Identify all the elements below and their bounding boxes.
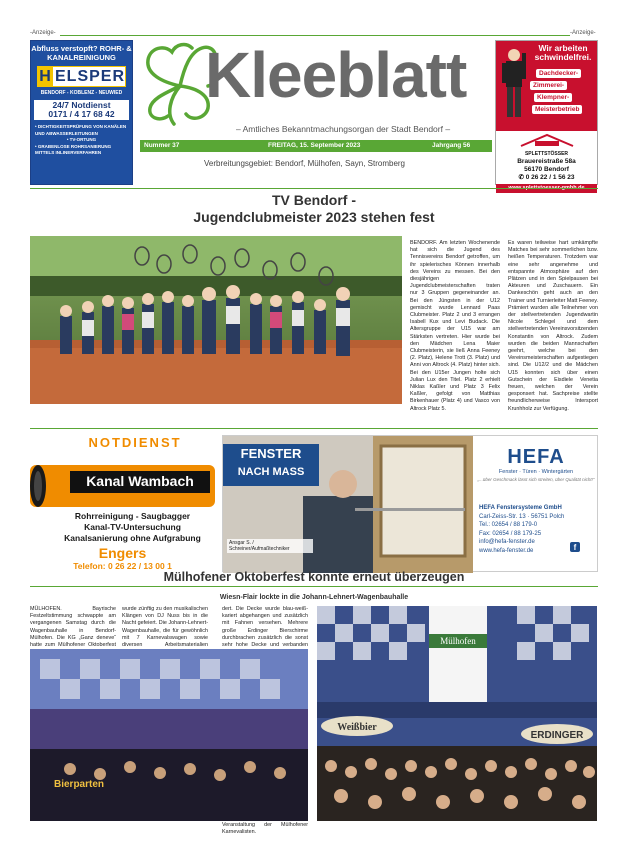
helsper-logo <box>37 66 126 87</box>
helsper-ad[interactable] <box>30 40 133 185</box>
article2-column3: dert. Die Decke wurde blau-weiß-kariert abgehangen und zusätzlich mit Fahnen versehen. Mehrere große Erdinger Bierschirme durchbrachen zusätzlich die sonst sehr hohe Decke und verbanden Veranstaltung der Mülhofener Karnevalisten. <box>222 606 308 836</box>
article1-photo <box>30 236 402 404</box>
bierparten-sign: Bierparten <box>54 779 105 790</box>
roof-logo-icon <box>517 133 577 147</box>
facebook-icon[interactable]: f <box>570 542 580 552</box>
wambach-name: Kanal Wambach <box>86 473 194 489</box>
wambach-notdienst: NOTDIENST <box>88 435 182 450</box>
article1-column1: BENDORF. Am letzten Wochenende hat sich die Jugend des Tennisvereins Bendorf getroffen, um ihr spielerisches Können innerhalb des Vereins zu messen. Bei den diesjährigen Jugendclubmeisterschaften traten nur 3 Gruppen gegeneinander an. Bei den Jüngsten in der U12 gemischt wurde Lennard Paas Clubmeister. Platz 2 und 3 errangen Isabell Kux und Levi Budack. Die Altersgruppe der U15 war am Stärksten vertreten. Hier wurde bei den Mädchen Lena Maier Clubmeisterin, sie ließ Anna Feeney (2. Platz), Helene Trott (3. Platz) und Anni von Altrock (4. Platz) hinter sich. Bei den U15er Jungen holte sich Julian Lux den Titel. Platz 2 erhielt Niklas Kaßler und Platz 3 Felix Kaßler, gefolgt von Matthias Birkenhauer (Platz 4) und Vasco von Altrock Platz 5. <box>410 240 500 412</box>
erdinger-sign: ERDINGER <box>530 730 584 741</box>
helsper-services <box>31 122 132 159</box>
helsper-headline: Abfluss verstopft? ROHR- & KANALREINIGUNG <box>31 44 132 62</box>
hefa-banner-line2: NACH MASS <box>237 466 305 478</box>
splettstoesser-pill: Meisterbetrieb <box>532 105 582 114</box>
hefa-banner-line1: FENSTER <box>240 446 302 461</box>
masthead-subtitle: – Amtliches Bekanntmachungsorgan der Stadt Bendorf – <box>236 124 451 134</box>
splettstoesser-pill: Klempner- <box>534 93 572 102</box>
issue-volume: Jahrgang 56 <box>432 142 471 149</box>
hefa-slogan: „...über Geschmack lässt sich streiten, über Qualität nicht!“ <box>477 477 595 482</box>
hefa-banner <box>223 444 319 486</box>
wambach-city: Engers <box>98 545 147 561</box>
hefa-tel: Tel.: 02654 / 88 179-0 <box>479 522 538 528</box>
article2-column2: wurde zünftig zu den musikalischen Klängen von DJ Nuss bis in die Nacht gefeiert. Die Johann-Lehnert-Wagenbauhalle, die für gewöhnlich mit 7 Karnevalswagen sowie diversen Arbeitsmaterialien <box>122 606 208 649</box>
flag-text: Mülhofen <box>440 636 476 646</box>
hefa-email[interactable]: info@hefa-fenster.de <box>479 539 535 545</box>
splettstoesser-headline: Wir arbeiten schwindelfrei. <box>534 43 592 62</box>
hefa-caption: Ansgar S. / Schreiner/Aufmaßtechniker <box>227 539 313 553</box>
splettstoesser-street: Brauereistraße 58a <box>517 158 576 165</box>
hefa-tagline: Fenster · Türen · Wintergärten <box>498 469 574 475</box>
article2-column1: MÜLHOFEN. Bayrische Festzeltstimmung schwappte am vergangenen Samstag durch die Wagenbauhalle in Bendorf-Mülhofen. Die KG „Ganz deneve“ hatte zum Mülhofener Oktoberfest <box>30 606 116 649</box>
wambach-services <box>50 511 215 544</box>
wambach-service: Kanalsanierung ohne Aufgrabung <box>64 533 201 543</box>
article2-photo-left <box>30 649 308 821</box>
section-rule <box>30 586 598 587</box>
splettstoesser-pill: Zimmerei- <box>530 81 567 90</box>
article1-headline <box>30 192 598 226</box>
ad-label-right: -Anzeige- <box>570 30 596 36</box>
section-rule <box>30 428 598 429</box>
issue-date: FREITAG, 15. September 2023 <box>268 142 361 149</box>
article1-headline-line2: Jugendclubmeister 2023 stehen fest <box>193 209 435 225</box>
helsper-logo-letter: H <box>39 68 52 85</box>
top-rule <box>60 35 570 36</box>
wambach-ad[interactable] <box>30 435 215 572</box>
wambach-service: Kanal-TV-Untersuchung <box>84 522 181 532</box>
hefa-company: HEFA Fenstersysteme GmbH <box>479 505 562 511</box>
worker-figure-icon <box>500 47 528 125</box>
helsper-locations: BENDORF - KOBLENZ - NEUWIED <box>40 90 123 96</box>
hefa-web[interactable]: www.hefa-fenster.de <box>479 547 534 554</box>
hefa-ad[interactable] <box>222 435 598 572</box>
hefa-street: Carl-Zeiss-Str. 13 · 56751 Polch <box>479 513 565 520</box>
splettstoesser-city: 56170 Bendorf <box>524 166 569 173</box>
helsper-notdienst-label: 24/7 Notdienst <box>52 100 111 110</box>
helsper-notdienst <box>34 100 129 120</box>
wambach-phone: Telefon: 0 26 22 / 13 00 1 <box>73 561 172 571</box>
masthead-title: Kleeblatt <box>205 39 467 111</box>
weissbier-sign: Weißbier <box>337 722 377 733</box>
helsper-phone: 0171 / 4 17 68 42 <box>48 109 115 119</box>
splettstoesser-name: SPLETTSTÖSSER <box>524 151 569 157</box>
wambach-service: Rohrreinigung - Saugbagger <box>74 511 191 521</box>
ad-label-left: -Anzeige- <box>30 30 56 36</box>
article1-column2: Es waren teilweise hart umkämpfte Matches bei sehr sommerlichen bzw. heißen Temperaturen. Trotzdem war eine sehr angenehme und entspannte Atmosphäre auf den Plätzen und in den Spielpausen bei Akteuren und Zuschauern. Ein Dankeschön geht auch an den Trainer und Turnierleiter Matt Feeney. Prämiert wurden alle Teilnehmer von der stellvertretenden Jugendwartin Nicole Schlegel und dem stellvertretenden Vereinsvorsitzenden Konstantin von Altrock. Zudem wurden die beiden Mannschaften geehrt, welche bei den Vereinsmeisterschaften aufgestiegen sind. Die U12/2 und die Mädchen U15 konnten sich über einen Gutschein der Eisdiele Venetia freuen, welchen der Verein gesponsert hat. Sachpreise stellte freundlicherweise Intersport Krunhholz zur Verfügung. <box>508 240 598 412</box>
article2-subhead: Wiesn-Flair lockte in die Johann-Lehnert-Wagenbauhalle <box>219 594 409 601</box>
section-rule <box>30 188 598 189</box>
helsper-service: • TV-ORTUNG <box>66 137 97 142</box>
splettstoesser-address <box>496 147 597 182</box>
article1-headline-line1: TV Bendorf - <box>272 192 356 208</box>
helsper-logo-text: ELSPER <box>55 68 126 85</box>
splettstoesser-pill: Dachdecker- <box>536 69 581 78</box>
splettstoesser-phone: ✆ 0 26 22 / 1 56 23 <box>518 174 575 181</box>
issue-number: Nummer 37 <box>144 142 180 149</box>
helsper-service: • GRABENLOSE ROHRSANIERUNG MITTELS INLINERVERFAHREN <box>35 143 112 155</box>
splettstoesser-banner <box>496 41 597 131</box>
hefa-fax: Fax: 02654 / 88 179-25 <box>479 530 542 537</box>
helsper-service: • DICHTIGKEITSPRÜFUNG VON KANÄLEN UND ABWASSERLEITUNGEN <box>35 124 127 136</box>
hefa-logo <box>475 446 597 482</box>
splettstoesser-ad[interactable] <box>495 40 598 185</box>
article2-photo-right <box>317 606 597 821</box>
masthead-info-bar <box>140 140 492 152</box>
distribution-area: Verbreitungsgebiet: Bendorf, Mülhofen, Sayn, Stromberg <box>204 159 406 168</box>
hefa-logo-text: HEFA <box>507 446 565 468</box>
article2-headline: Mülhofener Oktoberfest konnte erneut überzeugen <box>163 570 465 584</box>
